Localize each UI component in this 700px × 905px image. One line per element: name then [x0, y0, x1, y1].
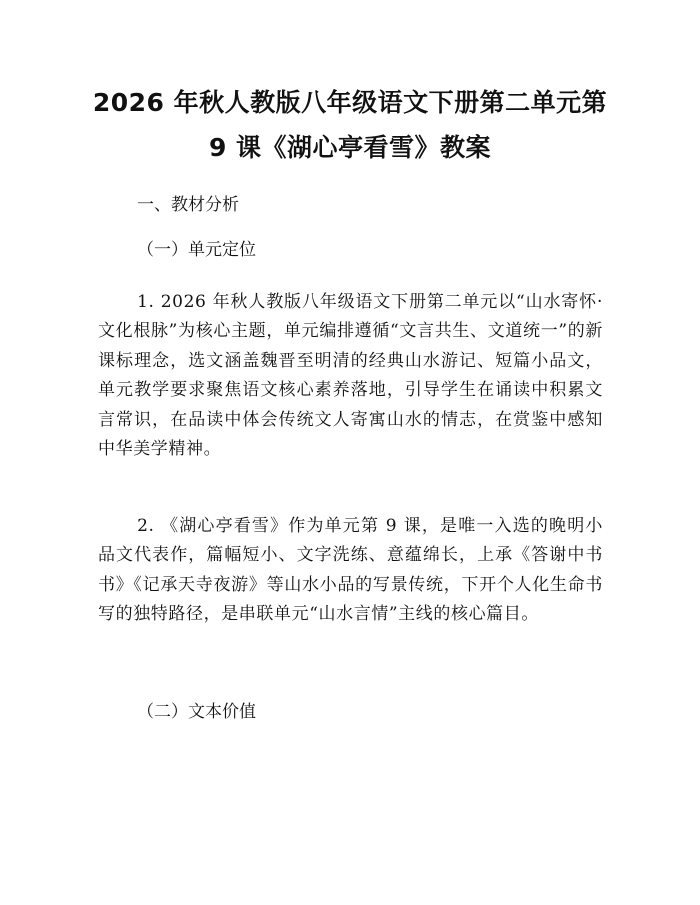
paragraph-2: 2. 《湖心亭看雪》作为单元第 9 课，是唯一入选的晚明小品文代表作，篇幅短小、文字洗练、意蕴绵长，上承《答谢中书书》《记承天寺夜游》等山水小品的写景传统，下开个人化生命书写的独特路径，是串联单元“山水言情”主线的核心篇目。 — [98, 516, 603, 625]
subsection-heading-unit-positioning: （一）单元定位 — [137, 240, 256, 260]
section-heading-textbook-analysis: 一、教材分析 — [137, 195, 239, 215]
paragraph-1: 1. 2026 年秋人教版八年级语文下册第二单元以“山水寄怀·文化根脉”为核心主题，单元编排遵循“文言共生、文道统一”的新课标理念，选文涵盖魏晋至明清的经典山水游记、短篇小品文，单元教学要求聚焦语文核心素养落地，引导学生在诵读中积累文言常识，在品读中体会传统文人寄寓山水的情志，在赏鉴中感知中华美学精神。 — [98, 292, 603, 460]
document-title-line-1: 2026 年秋人教版八年级语文下册第二单元第 — [92, 88, 608, 117]
document-title-line-2: 9 课《湖心亭看雪》教案 — [208, 133, 492, 162]
subsection-heading-text-value: （二）文本价值 — [137, 702, 256, 722]
